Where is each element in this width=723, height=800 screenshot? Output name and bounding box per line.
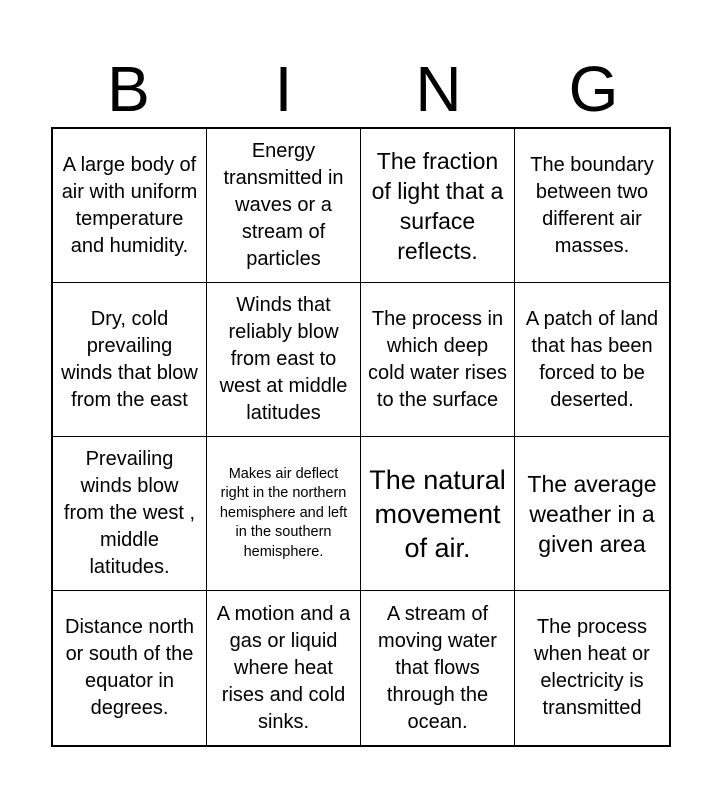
header-letter-g: G	[568, 53, 619, 125]
bingo-cell[interactable]: The process when heat or electricity is transmitted	[534, 616, 650, 719]
bingo-cell[interactable]: A stream of moving water that flows through the ocean.	[361, 591, 515, 745]
bingo-cell[interactable]: The natural movement of air.	[361, 437, 515, 591]
header-letter-i: I	[274, 53, 293, 125]
header-letter-n: N	[415, 53, 462, 125]
bingo-cell[interactable]: The boundary between two different air masses.	[515, 129, 669, 283]
header-letter-b: B	[107, 53, 150, 125]
bingo-board	[51, 127, 671, 747]
bingo-cell[interactable]: A motion and a gas or liquid where heat rises and cold sinks.	[207, 591, 361, 745]
bingo-cell[interactable]: Makes air deflect right in the northern hemisphere and left in the southern hemisphere.	[207, 437, 361, 591]
bingo-cell[interactable]: A patch of land that has been forced to be deserted.	[515, 283, 669, 437]
bingo-cell[interactable]: Distance north or south of the equator in degrees.	[53, 591, 207, 745]
bingo-cell[interactable]: Winds that reliably blow from east to west at middle latitudes	[207, 283, 361, 437]
bingo-cell[interactable]: Prevailing winds blow from the west , middle latitudes.	[53, 437, 207, 591]
bingo-header	[51, 50, 671, 128]
bingo-cell[interactable]: A large body of air with uniform temperature and humidity.	[53, 129, 207, 283]
bingo-cell[interactable]: Dry, cold prevailing winds that blow from the east	[53, 283, 207, 437]
bingo-cell[interactable]: The fraction of light that a surface reflects.	[361, 129, 515, 283]
bingo-cell[interactable]: The process in which deep cold water rises to the surface	[361, 283, 515, 437]
bingo-cell[interactable]: The average weather in a given area	[515, 437, 669, 591]
bingo-cell[interactable]: Energy transmitted in waves or a stream of particles	[207, 129, 361, 283]
